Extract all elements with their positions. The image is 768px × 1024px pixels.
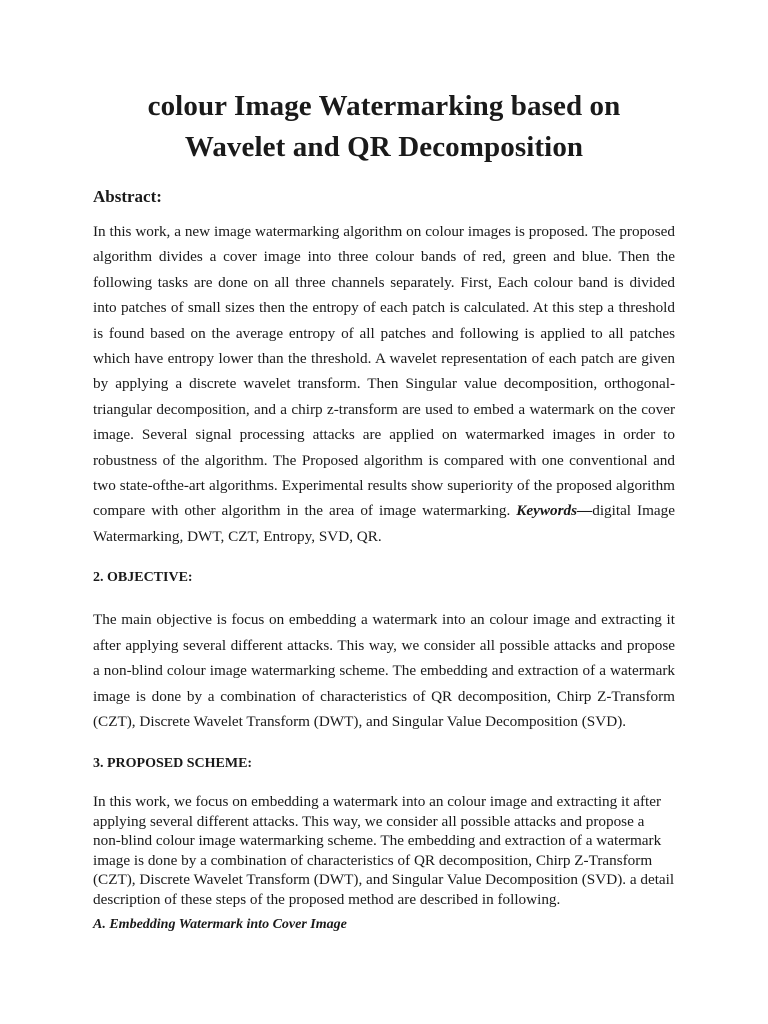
embedding-subsection-heading: A. Embedding Watermark into Cover Image xyxy=(93,917,347,933)
proposed-scheme-heading: 3. PROPOSED SCHEME: xyxy=(93,756,253,772)
abstract-text: In this work, a new image watermarking algorithm on colour images is proposed. The proposed algorithm divides a cover image into three colour bands of red, green and blue. Then the following tasks are done on all three channels separately. First, Each colour band is divided into patches of small sizes then the entropy of each patch is calculated. At this step a threshold is found based on the average entropy of all patches and following is applied to all patches which have entropy lower than the threshold. A wavelet representation of each patch are given by applying a discrete wavelet transform. Then Singular value decomposition, orthogonal-triangular decomposition, and a chirp z-transform are used to embed a watermark on the cover image. Several signal processing attacks are applied on watermarked images in order to robustness of the algorithm. The Proposed algorithm is compared with one conventional and two state-ofthe-art algorithms. Experimental results show superiority of the proposed algorithm compare with other algorithm in the area of image watermarking. xyxy=(93,223,675,520)
keywords-label: Keywords— xyxy=(516,502,593,520)
title-line-1: colour Image Watermarking based on xyxy=(147,90,621,122)
abstract-paragraph xyxy=(93,219,675,549)
keywords-text: digital Image Watermarking, DWT, CZT, Entropy, SVD, QR. xyxy=(93,502,675,545)
objective-paragraph: The main objective is focus on embedding a watermark into an colour image and extracting it after applying several different attacks. This way, we consider all possible attacks and propose a non-blind colour image watermarking scheme. The embedding and extraction of a watermark image is done by a combination of characteristics of QR decomposition, Chirp Z-Transform (CZT), Discrete Wavelet Transform (DWT), and Singular Value Decomposition (SVD). xyxy=(93,611,675,730)
proposed-scheme-paragraph: In this work, we focus on embedding a watermark into an colour image and extracting it after applying several different attacks. This way, we consider all possible attacks and propose a non-blind colour image watermarking scheme. The embedding and extraction of a watermark image is done by a combination of characteristics of QR decomposition, Chirp Z-Transform (CZT), Discrete Wavelet Transform (DWT), and Singular Value Decomposition (SVD). a detail description of these steps of the proposed method are described in following. xyxy=(93,793,675,908)
document-title xyxy=(93,0,675,168)
title-line-2: Wavelet and QR Decomposition xyxy=(184,131,584,163)
abstract-heading: Abstract: xyxy=(93,187,162,206)
objective-heading: 2. OBJECTIVE: xyxy=(93,570,193,586)
